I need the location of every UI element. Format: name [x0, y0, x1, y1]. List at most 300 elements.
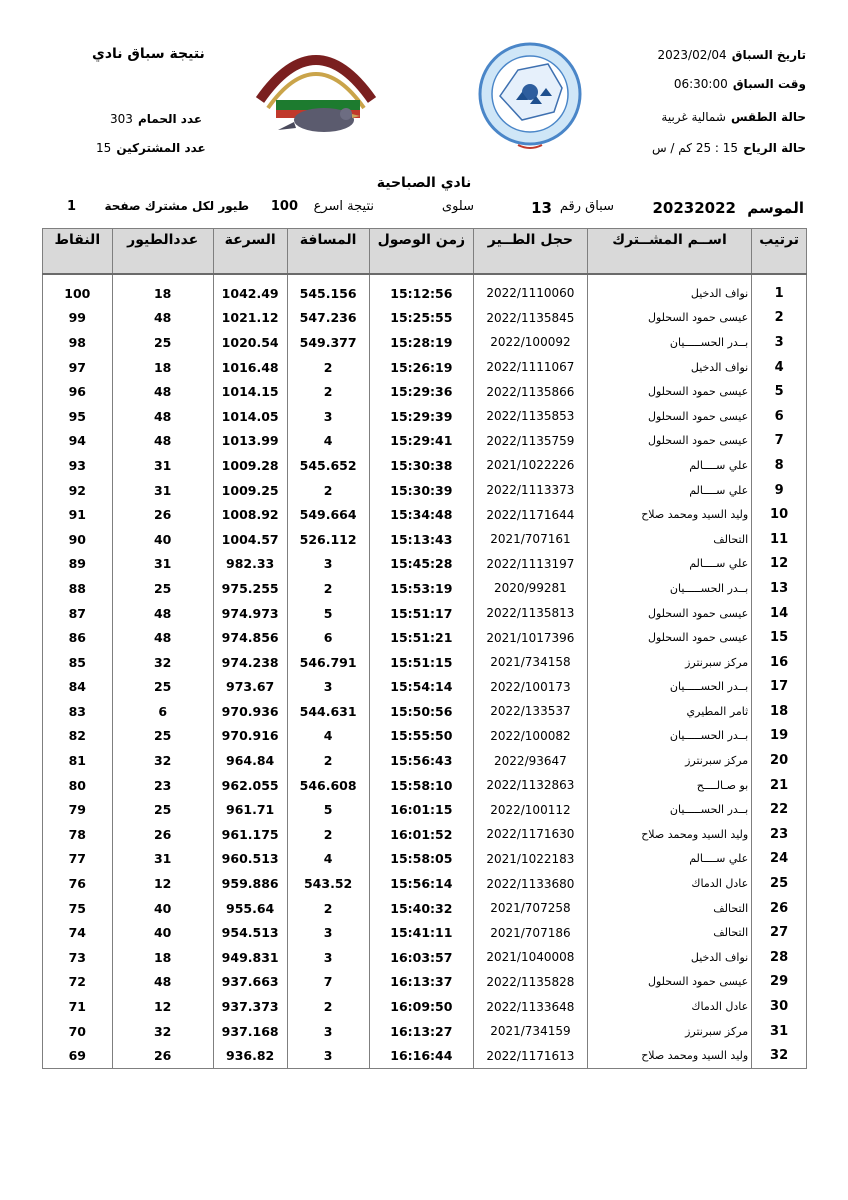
distance-cell: 3	[287, 1043, 369, 1068]
arrival-time-cell: 15:29:41	[369, 429, 473, 454]
rank-cell: 12	[752, 552, 807, 577]
race-date-value: 2023/02/04	[657, 48, 727, 62]
distance-cell: 2	[287, 822, 369, 847]
participant-cell: بــدر الحســـــيان	[587, 724, 751, 749]
arrival-time-cell: 15:26:19	[369, 355, 473, 380]
speed-cell: 1008.92	[213, 502, 287, 527]
rank-cell: 5	[752, 379, 807, 404]
points-cell: 91	[43, 502, 113, 527]
club-name: نادي الصباحية	[376, 175, 472, 191]
birds-cell: 48	[112, 429, 213, 454]
distance-cell: 549.377	[287, 330, 369, 355]
federation-logo	[478, 34, 582, 158]
arrival-time-cell: 16:01:52	[369, 822, 473, 847]
participant-cell: مركز سبرنترز	[587, 650, 751, 675]
arrival-time-cell: 15:13:43	[369, 527, 473, 552]
col-distance: المسافة	[287, 229, 369, 275]
ring-cell: 2021/734159	[474, 1019, 588, 1044]
points-cell: 84	[43, 675, 113, 700]
participants-label: عدد المشتركين	[116, 141, 206, 155]
birds-cell: 12	[112, 994, 213, 1019]
col-speed: السرعة	[213, 229, 287, 275]
points-cell: 74	[43, 920, 113, 945]
distance-cell: 3	[287, 675, 369, 700]
distance-cell: 545.156	[287, 281, 369, 306]
distance-cell: 545.652	[287, 453, 369, 478]
birds-cell: 18	[112, 281, 213, 306]
arrival-time-cell: 15:50:56	[369, 699, 473, 724]
ring-cell: 2022/1135828	[474, 970, 588, 995]
race-location: سلوى	[441, 199, 474, 214]
speed-cell: 1042.49	[213, 281, 287, 306]
participant-cell: نواف الدخيل	[587, 355, 751, 380]
participant-cell: بو صـالــــح	[587, 773, 751, 798]
race-time-value: 06:30:00	[673, 77, 728, 91]
rank-cell: 31	[752, 1019, 807, 1044]
arrival-time-cell: 15:56:14	[369, 871, 473, 896]
participant-cell: عيسى حمود السحلول	[587, 306, 751, 331]
points-cell: 86	[43, 625, 113, 650]
arrival-time-cell: 15:58:10	[369, 773, 473, 798]
speed-cell: 961.175	[213, 822, 287, 847]
points-cell: 78	[43, 822, 113, 847]
rank-cell: 2	[752, 306, 807, 331]
points-cell: 81	[43, 748, 113, 773]
speed-cell: 949.831	[213, 945, 287, 970]
results-table	[42, 228, 807, 1069]
speed-cell: 1020.54	[213, 330, 287, 355]
rank-cell: 8	[752, 453, 807, 478]
col-rank: ترتيب	[752, 229, 807, 275]
pigeons-label: عدد الحمام	[138, 112, 203, 126]
ring-cell: 2022/1132863	[474, 773, 588, 798]
speed-cell: 1004.57	[213, 527, 287, 552]
table-row	[43, 502, 807, 527]
points-cell: 87	[43, 601, 113, 626]
table-row	[43, 675, 807, 700]
table-row	[43, 527, 807, 552]
rank-cell: 25	[752, 871, 807, 896]
distance-cell: 2	[287, 478, 369, 503]
table-row	[43, 379, 807, 404]
birds-cell: 26	[112, 1043, 213, 1068]
speed-cell: 974.973	[213, 601, 287, 626]
table-row	[43, 330, 807, 355]
arrival-time-cell: 16:16:44	[369, 1043, 473, 1068]
birds-cell: 48	[112, 601, 213, 626]
ring-cell: 2021/734158	[474, 650, 588, 675]
birds-cell: 31	[112, 478, 213, 503]
distance-cell: 546.791	[287, 650, 369, 675]
table-row	[43, 281, 807, 306]
ring-cell: 2021/707186	[474, 920, 588, 945]
table-row	[43, 871, 807, 896]
speed-cell: 975.255	[213, 576, 287, 601]
table-row	[43, 970, 807, 995]
table-row	[43, 478, 807, 503]
ring-cell: 2022/93647	[474, 748, 588, 773]
speed-cell: 1009.28	[213, 453, 287, 478]
participant-cell: عادل الدماك	[587, 994, 751, 1019]
speed-cell: 937.373	[213, 994, 287, 1019]
distance-cell: 7	[287, 970, 369, 995]
birds-cell: 26	[112, 502, 213, 527]
birds-cell: 18	[112, 355, 213, 380]
participant-cell: مركز سبرنترز	[587, 1019, 751, 1044]
participant-cell: عادل الدماك	[587, 871, 751, 896]
distance-cell: 546.608	[287, 773, 369, 798]
rank-cell: 4	[752, 355, 807, 380]
points-cell: 82	[43, 724, 113, 749]
points-cell: 77	[43, 847, 113, 872]
distance-cell: 4	[287, 724, 369, 749]
distance-cell: 2	[287, 994, 369, 1019]
points-cell: 89	[43, 552, 113, 577]
speed-cell: 954.513	[213, 920, 287, 945]
arrival-time-cell: 15:25:55	[369, 306, 473, 331]
distance-cell: 5	[287, 797, 369, 822]
rank-cell: 28	[752, 945, 807, 970]
speed-cell: 962.055	[213, 773, 287, 798]
rank-cell: 27	[752, 920, 807, 945]
rank-cell: 21	[752, 773, 807, 798]
participant-cell: عيسى حمود السحلول	[587, 625, 751, 650]
table-row	[43, 576, 807, 601]
arrival-time-cell: 15:34:48	[369, 502, 473, 527]
participant-cell: ثامر المطيري	[587, 699, 751, 724]
distance-cell: 547.236	[287, 306, 369, 331]
speed-cell: 974.856	[213, 625, 287, 650]
birds-cell: 48	[112, 379, 213, 404]
birds-cell: 23	[112, 773, 213, 798]
ring-cell: 2022/1171630	[474, 822, 588, 847]
arrival-time-cell: 15:56:43	[369, 748, 473, 773]
arrival-time-cell: 15:29:36	[369, 379, 473, 404]
distance-cell: 3	[287, 945, 369, 970]
speed-cell: 955.64	[213, 896, 287, 921]
speed-cell: 1021.12	[213, 306, 287, 331]
points-cell: 93	[43, 453, 113, 478]
arrival-time-cell: 15:51:17	[369, 601, 473, 626]
distance-cell: 549.664	[287, 502, 369, 527]
table-row	[43, 773, 807, 798]
table-row	[43, 625, 807, 650]
race-info-line	[42, 199, 806, 225]
participant-cell: التحالف	[587, 920, 751, 945]
col-points: النقاط	[43, 229, 113, 275]
rank-cell: 19	[752, 724, 807, 749]
ring-cell: 2021/1022183	[474, 847, 588, 872]
ring-cell: 2021/1022226	[474, 453, 588, 478]
per-page-label: طيور لكل مشترك صفحة	[104, 199, 249, 213]
participants-count	[96, 137, 206, 156]
arrival-time-cell: 15:12:56	[369, 281, 473, 306]
rank-cell: 13	[752, 576, 807, 601]
points-cell: 95	[43, 404, 113, 429]
ring-cell: 2022/1133648	[474, 994, 588, 1019]
ring-cell: 2022/1135759	[474, 429, 588, 454]
table-row	[43, 601, 807, 626]
points-cell: 100	[43, 281, 113, 306]
distance-cell: 544.631	[287, 699, 369, 724]
participants-value: 15	[96, 141, 112, 155]
ring-cell: 2022/1135853	[474, 404, 588, 429]
speed-cell: 937.168	[213, 1019, 287, 1044]
ring-cell: 2022/1171613	[474, 1043, 588, 1068]
points-cell: 73	[43, 945, 113, 970]
points-cell: 90	[43, 527, 113, 552]
header-row	[43, 229, 807, 275]
speed-cell: 1014.05	[213, 404, 287, 429]
points-cell: 76	[43, 871, 113, 896]
rank-cell: 15	[752, 625, 807, 650]
participant-cell: علي ســــالم	[587, 478, 751, 503]
arrival-time-cell: 15:28:19	[369, 330, 473, 355]
table-row	[43, 429, 807, 454]
table-row	[43, 748, 807, 773]
col-birds: عددالطيور	[112, 229, 213, 275]
table-row	[43, 650, 807, 675]
page-number: 1	[66, 199, 76, 214]
participant-cell: وليد السيد ومحمد صلاح	[587, 822, 751, 847]
table-row	[43, 724, 807, 749]
points-cell: 99	[43, 306, 113, 331]
participant-cell: مركز سبرنترز	[587, 748, 751, 773]
rank-cell: 3	[752, 330, 807, 355]
fastest-value: 100	[270, 199, 298, 214]
birds-cell: 32	[112, 650, 213, 675]
birds-cell: 31	[112, 552, 213, 577]
birds-cell: 25	[112, 330, 213, 355]
participant-cell: وليد السيد ومحمد صلاح	[587, 1043, 751, 1068]
ring-cell: 2022/100173	[474, 675, 588, 700]
table-row	[43, 355, 807, 380]
table-row	[43, 994, 807, 1019]
rank-cell: 1	[752, 281, 807, 306]
participant-cell: علي ســــالم	[587, 453, 751, 478]
arrival-time-cell: 16:09:50	[369, 994, 473, 1019]
arrival-time-cell: 16:01:15	[369, 797, 473, 822]
rank-cell: 23	[752, 822, 807, 847]
ring-cell: 2022/1110060	[474, 281, 588, 306]
ring-cell: 2022/1133680	[474, 871, 588, 896]
rank-cell: 6	[752, 404, 807, 429]
speed-cell: 973.67	[213, 675, 287, 700]
participant-cell: بــدر الحســـــيان	[587, 675, 751, 700]
participant-cell: عيسى حمود السحلول	[587, 429, 751, 454]
ring-cell: 2022/100082	[474, 724, 588, 749]
race-date-label: تاريخ السباق	[731, 48, 806, 62]
distance-cell: 3	[287, 552, 369, 577]
points-cell: 70	[43, 1019, 113, 1044]
points-cell: 75	[43, 896, 113, 921]
rank-cell: 11	[752, 527, 807, 552]
rank-cell: 10	[752, 502, 807, 527]
arrival-time-cell: 16:13:27	[369, 1019, 473, 1044]
wind-value: 15 : 25 كم / س	[651, 141, 739, 155]
ring-cell: 2022/100112	[474, 797, 588, 822]
points-cell: 83	[43, 699, 113, 724]
arrival-time-cell: 15:45:28	[369, 552, 473, 577]
rank-cell: 7	[752, 429, 807, 454]
participant-cell: التحالف	[587, 896, 751, 921]
birds-cell: 25	[112, 576, 213, 601]
arrival-time-cell: 15:54:14	[369, 675, 473, 700]
rank-cell: 30	[752, 994, 807, 1019]
speed-cell: 970.916	[213, 724, 287, 749]
distance-cell: 2	[287, 576, 369, 601]
race-date	[658, 44, 806, 63]
arrival-time-cell: 15:58:05	[369, 847, 473, 872]
race-number-value: 13	[531, 199, 552, 217]
ring-cell: 2022/1135866	[474, 379, 588, 404]
speed-cell: 959.886	[213, 871, 287, 896]
participant-cell: عيسى حمود السحلول	[587, 601, 751, 626]
distance-cell: 2	[287, 896, 369, 921]
table-row	[43, 699, 807, 724]
speed-cell: 1009.25	[213, 478, 287, 503]
points-cell: 71	[43, 994, 113, 1019]
table-row	[43, 552, 807, 577]
ring-cell: 2021/707258	[474, 896, 588, 921]
arrival-time-cell: 15:40:32	[369, 896, 473, 921]
birds-cell: 25	[112, 675, 213, 700]
speed-cell: 1014.15	[213, 379, 287, 404]
rank-cell: 22	[752, 797, 807, 822]
distance-cell: 6	[287, 625, 369, 650]
birds-cell: 40	[112, 527, 213, 552]
participant-cell: بــدر الحســـــيان	[587, 576, 751, 601]
birds-cell: 32	[112, 748, 213, 773]
weather	[661, 106, 806, 125]
participant-cell: وليد السيد ومحمد صلاح	[587, 502, 751, 527]
participant-cell: عيسى حمود السحلول	[587, 404, 751, 429]
col-arrival-time: زمن الوصول	[369, 229, 473, 275]
participant-cell: نواف الدخيل	[587, 945, 751, 970]
ring-cell: 2022/1135813	[474, 601, 588, 626]
col-ring: حجل الطــير	[474, 229, 588, 275]
distance-cell: 3	[287, 1019, 369, 1044]
arrival-time-cell: 15:30:38	[369, 453, 473, 478]
table-row	[43, 453, 807, 478]
table-row	[43, 945, 807, 970]
points-cell: 97	[43, 355, 113, 380]
speed-cell: 936.82	[213, 1043, 287, 1068]
fastest-label: نتيجة اسرع	[313, 199, 374, 214]
speed-cell: 960.513	[213, 847, 287, 872]
rank-cell: 32	[752, 1043, 807, 1068]
birds-cell: 31	[112, 453, 213, 478]
participant-cell: علي ســــالم	[587, 552, 751, 577]
weather-label: حالة الطقس	[730, 110, 806, 124]
weather-value: شمالية غربية	[661, 110, 726, 124]
birds-cell: 32	[112, 1019, 213, 1044]
points-cell: 79	[43, 797, 113, 822]
table-row	[43, 404, 807, 429]
arrival-time-cell: 15:29:39	[369, 404, 473, 429]
rank-cell: 17	[752, 675, 807, 700]
points-cell: 88	[43, 576, 113, 601]
arrival-time-cell: 15:51:15	[369, 650, 473, 675]
rank-cell: 29	[752, 970, 807, 995]
ring-cell: 2022/1171644	[474, 502, 588, 527]
arrival-time-cell: 15:41:11	[369, 920, 473, 945]
birds-cell: 12	[112, 871, 213, 896]
table-row	[43, 822, 807, 847]
race-time	[674, 73, 806, 92]
table-row	[43, 1019, 807, 1044]
table-row	[43, 847, 807, 872]
birds-cell: 25	[112, 797, 213, 822]
arrival-time-cell: 16:03:57	[369, 945, 473, 970]
speed-cell: 970.936	[213, 699, 287, 724]
birds-cell: 48	[112, 306, 213, 331]
speed-cell: 1016.48	[213, 355, 287, 380]
speed-cell: 982.33	[213, 552, 287, 577]
distance-cell: 3	[287, 920, 369, 945]
participant-cell: نواف الدخيل	[587, 281, 751, 306]
distance-cell: 2	[287, 379, 369, 404]
table-row	[43, 797, 807, 822]
pigeons-value: 303	[110, 112, 133, 126]
season-label: الموسم	[747, 199, 804, 217]
race-number-label: سباق رقم	[559, 199, 614, 214]
speed-cell: 1013.99	[213, 429, 287, 454]
rank-cell: 16	[752, 650, 807, 675]
birds-cell: 40	[112, 896, 213, 921]
table-row	[43, 1043, 807, 1068]
points-cell: 92	[43, 478, 113, 503]
speed-cell: 961.71	[213, 797, 287, 822]
birds-cell: 48	[112, 404, 213, 429]
wind-label: حالة الرياح	[743, 141, 806, 155]
points-cell: 85	[43, 650, 113, 675]
rank-cell: 9	[752, 478, 807, 503]
arrival-time-cell: 15:30:39	[369, 478, 473, 503]
birds-cell: 48	[112, 625, 213, 650]
speed-cell: 937.663	[213, 970, 287, 995]
birds-cell: 48	[112, 970, 213, 995]
participant-cell: بــدر الحســـــيان	[587, 330, 751, 355]
season-value: 20232022	[652, 199, 736, 217]
speed-cell: 964.84	[213, 748, 287, 773]
points-cell: 72	[43, 970, 113, 995]
distance-cell: 3	[287, 404, 369, 429]
table-row	[43, 920, 807, 945]
speed-cell: 974.238	[213, 650, 287, 675]
birds-cell: 31	[112, 847, 213, 872]
club-logo	[240, 30, 392, 148]
participant-cell: علي ســــالم	[587, 847, 751, 872]
pigeons-count	[110, 108, 202, 127]
birds-cell: 40	[112, 920, 213, 945]
spacer-row	[43, 274, 807, 281]
distance-cell: 5	[287, 601, 369, 626]
participant-cell: عيسى حمود السحلول	[587, 379, 751, 404]
wind	[652, 137, 806, 156]
distance-cell: 2	[287, 355, 369, 380]
rank-cell: 26	[752, 896, 807, 921]
rank-cell: 18	[752, 699, 807, 724]
ring-cell: 2021/1017396	[474, 625, 588, 650]
distance-cell: 4	[287, 847, 369, 872]
ring-cell: 2022/1111067	[474, 355, 588, 380]
ring-cell: 2021/707161	[474, 527, 588, 552]
ring-cell: 2022/100092	[474, 330, 588, 355]
distance-cell: 543.52	[287, 871, 369, 896]
ring-cell: 2021/1040008	[474, 945, 588, 970]
birds-cell: 6	[112, 699, 213, 724]
